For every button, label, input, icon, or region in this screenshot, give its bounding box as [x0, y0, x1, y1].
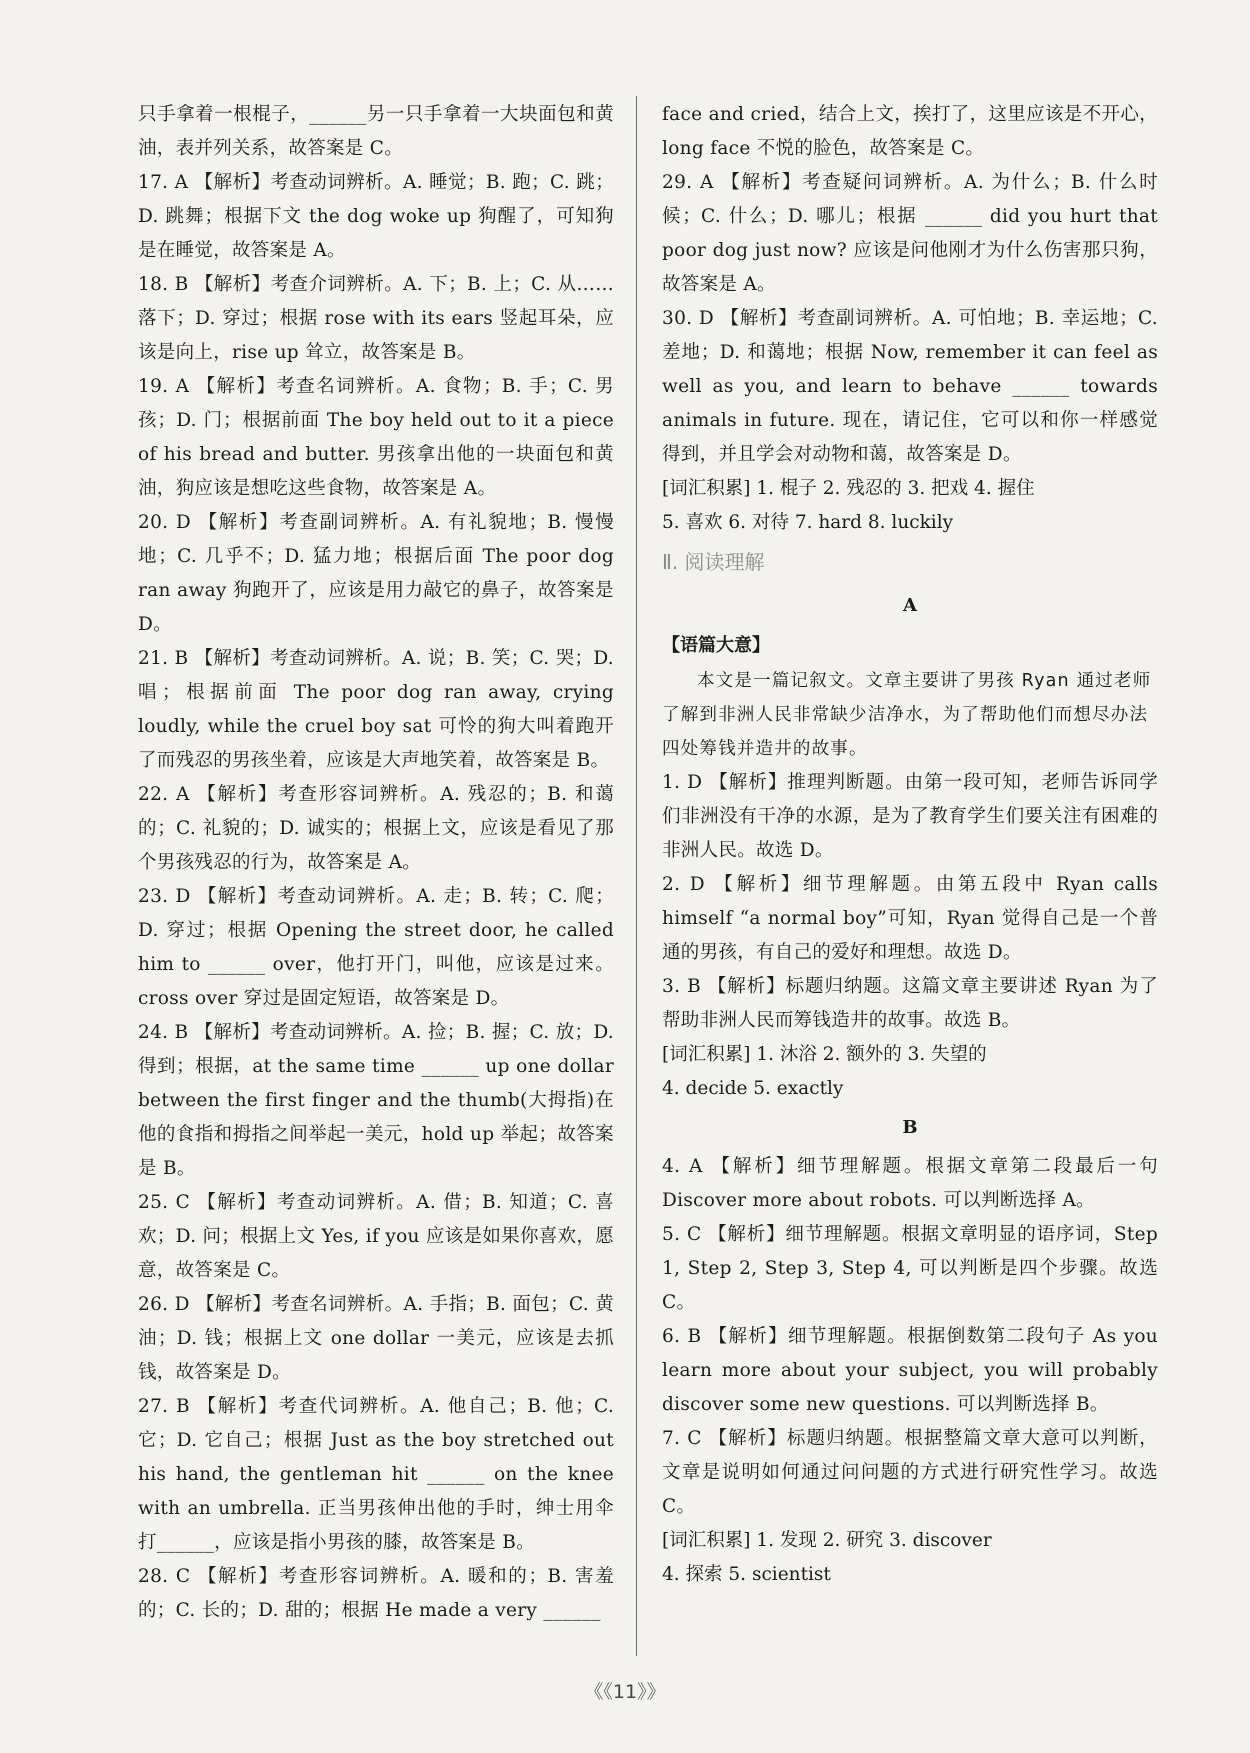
right-column [662, 98, 1158, 1592]
summary-text: 本文是一篇记叙文。文章主要讲了男孩 Ryan 通过老师了解到非洲人民非常缺少洁净水，为了帮助他们而想尽办法四处筹钱并造井的故事。 [662, 671, 1152, 759]
answer-item: 24. B 【解析】考查动词辨析。A. 捡；B. 握；C. 放；D. 得到；根据，at the same time ______ up one dollar between the first finger and the thumb(大拇指)在他的食指和拇指之间举起一美元，hold up 举起；故答案是 B。 [138, 1022, 614, 1179]
answer-item: 6. B 【解析】细节理解题。根据倒数第二段句子 As you learn more about your subject, you will probably discover some new questions. 可以判断选择 B。 [662, 1326, 1158, 1415]
vocab-line: 4. decide 5. exactly [662, 1078, 844, 1099]
answer-item: 22. A 【解析】考查形容词辨析。A. 残忍的；B. 和蔼的；C. 礼貌的；D. 诚实的；根据上文，应该是看见了那个男孩残忍的行为，故答案是 A。 [138, 784, 614, 873]
page-number: 《《11》》 [584, 1681, 666, 1703]
answer-item: 5. C 【解析】细节理解题。根据文章明显的语序词，Step 1, Step 2, Step 3, Step 4, 可以判断是四个步骤。故选 C。 [662, 1224, 1158, 1313]
part-a-label: A [903, 595, 917, 616]
answer-item: 19. A 【解析】考查名词辨析。A. 食物；B. 手；C. 男孩；D. 门；根据前面 The boy held out to it a piece of his bread and butter. 男孩拿出他的一块面包和黄油，狗应该是想吃这些食物，故答案是 A。 [138, 376, 614, 499]
answer-item: 18. B 【解析】考查介词辨析。A. 下；B. 上；C. 从……落下；D. 穿过；根据 rose with its ears 竖起耳朵，应该是向上，rise up 耸立，故答案是 B。 [138, 274, 614, 363]
answer-item: 4. A 【解析】细节理解题。根据文章第二段最后一句 Discover more about robots. 可以判断选择 A。 [662, 1156, 1158, 1211]
answer-item: 27. B 【解析】考查代词辨析。A. 他自己；B. 他；C. 它；D. 它自己；根据 Just as the boy stretched out his hand, the gentleman hit ______ on the knee with an umbrella. 正当男孩伸出他的手时，绅士用伞打______，应该是指小男孩的膝，故答案是 B。 [138, 1396, 614, 1553]
vocab-line: [词汇积累] 1. 沐浴 2. 额外的 3. 失望的 [662, 1044, 987, 1065]
answer-item: 7. C 【解析】标题归纳题。根据整篇文章大意可以判断，文章是说明如何通过问问题的方式进行研究性学习。故选 C。 [662, 1428, 1158, 1517]
vocab-line: [词汇积累] 1. 棍子 2. 残忍的 3. 把戏 4. 握住 [662, 478, 1035, 499]
column-divider [636, 96, 637, 1656]
answer-item: 20. D 【解析】考查副词辨析。A. 有礼貌地；B. 慢慢地；C. 几乎不；D. 猛力地；根据后面 The poor dog ran away 狗跑开了，应该是用力敲它的鼻子，故答案是 D。 [138, 512, 614, 635]
answer-item: face and cried，结合上文，挨打了，这里应该是不开心，long face 不悦的脸色，故答案是 C。 [662, 104, 1158, 159]
answer-item: 23. D 【解析】考查动词辨析。A. 走；B. 转；C. 爬；D. 穿过；根据 Opening the street door, he called him to ______ over，他打开门，叫他，应该是过来。cross over 穿过是固定短语，故答案是 D。 [138, 886, 614, 1009]
section-title: Ⅱ. 阅读理解 [662, 550, 765, 574]
left-column [138, 98, 614, 1628]
answer-item: 17. A 【解析】考查动词辨析。A. 睡觉；B. 跑；C. 跳；D. 跳舞；根据下文 the dog woke up 狗醒了，可知狗是在睡觉，故答案是 A。 [138, 172, 614, 261]
answer-item: 29. A 【解析】考查疑问词辨析。A. 为什么；B. 什么时候；C. 什么；D. 哪儿；根据 ______ did you hurt that poor dog just now? 应该是问他刚才为什么伤害那只狗，故答案是 A。 [662, 172, 1158, 295]
answer-item: 25. C 【解析】考查动词辨析。A. 借；B. 知道；C. 喜欢；D. 问；根据上文 Yes, if you 应该是如果你喜欢，愿意，故答案是 C。 [138, 1192, 614, 1281]
part-b-label: B [902, 1117, 918, 1138]
answer-item: 28. C 【解析】考查形容词辨析。A. 暖和的；B. 害羞的；C. 长的；D. 甜的；根据 He made a very ______ [138, 1566, 614, 1621]
vocab-line: 4. 探索 5. scientist [662, 1564, 831, 1585]
answer-item: 1. D 【解析】推理判断题。由第一段可知，老师告诉同学们非洲没有干净的水源，是为了教育学生们要关注有困难的非洲人民。故选 D。 [662, 772, 1158, 861]
vocab-line: 5. 喜欢 6. 对待 7. hard 8. luckily [662, 512, 954, 533]
summary-heading: 【语篇大意】 [662, 635, 770, 656]
answer-item: 3. B 【解析】标题归纳题。这篇文章主要讲述 Ryan 为了帮助非洲人民而筹钱造井的故事。故选 B。 [662, 976, 1158, 1031]
vocab-line: [词汇积累] 1. 发现 2. 研究 3. discover [662, 1530, 992, 1551]
answer-item: 只手拿着一根棍子，______另一只手拿着一大块面包和黄油，表并列关系，故答案是 C。 [138, 104, 614, 159]
answer-item: 21. B 【解析】考查动词辨析。A. 说；B. 笑；C. 哭；D. 唱；根据前面 The poor dog ran away, crying loudly, while the cruel boy sat 可怜的狗大叫着跑开了而残忍的男孩坐着，应该是大声地笑着，故答案是 B。 [138, 648, 614, 771]
answer-item: 30. D 【解析】考查副词辨析。A. 可怕地；B. 幸运地；C. 差地；D. 和蔼地；根据 Now, remember it can feel as well as you, and learn to behave ______ towards animals in future. 现在，请记住，它可以和你一样感觉得到，并且学会对动物和蔼，故答案是 D。 [662, 308, 1158, 465]
answer-item: 26. D 【解析】考查名词辨析。A. 手指；B. 面包；C. 黄油；D. 钱；根据上文 one dollar 一美元，应该是去抓钱，故答案是 D。 [138, 1294, 614, 1383]
answer-item: 2. D 【解析】细节理解题。由第五段中 Ryan calls himself “a normal boy”可知，Ryan 觉得自己是一个普通的男孩，有自己的爱好和理想。故选 D。 [662, 874, 1158, 963]
